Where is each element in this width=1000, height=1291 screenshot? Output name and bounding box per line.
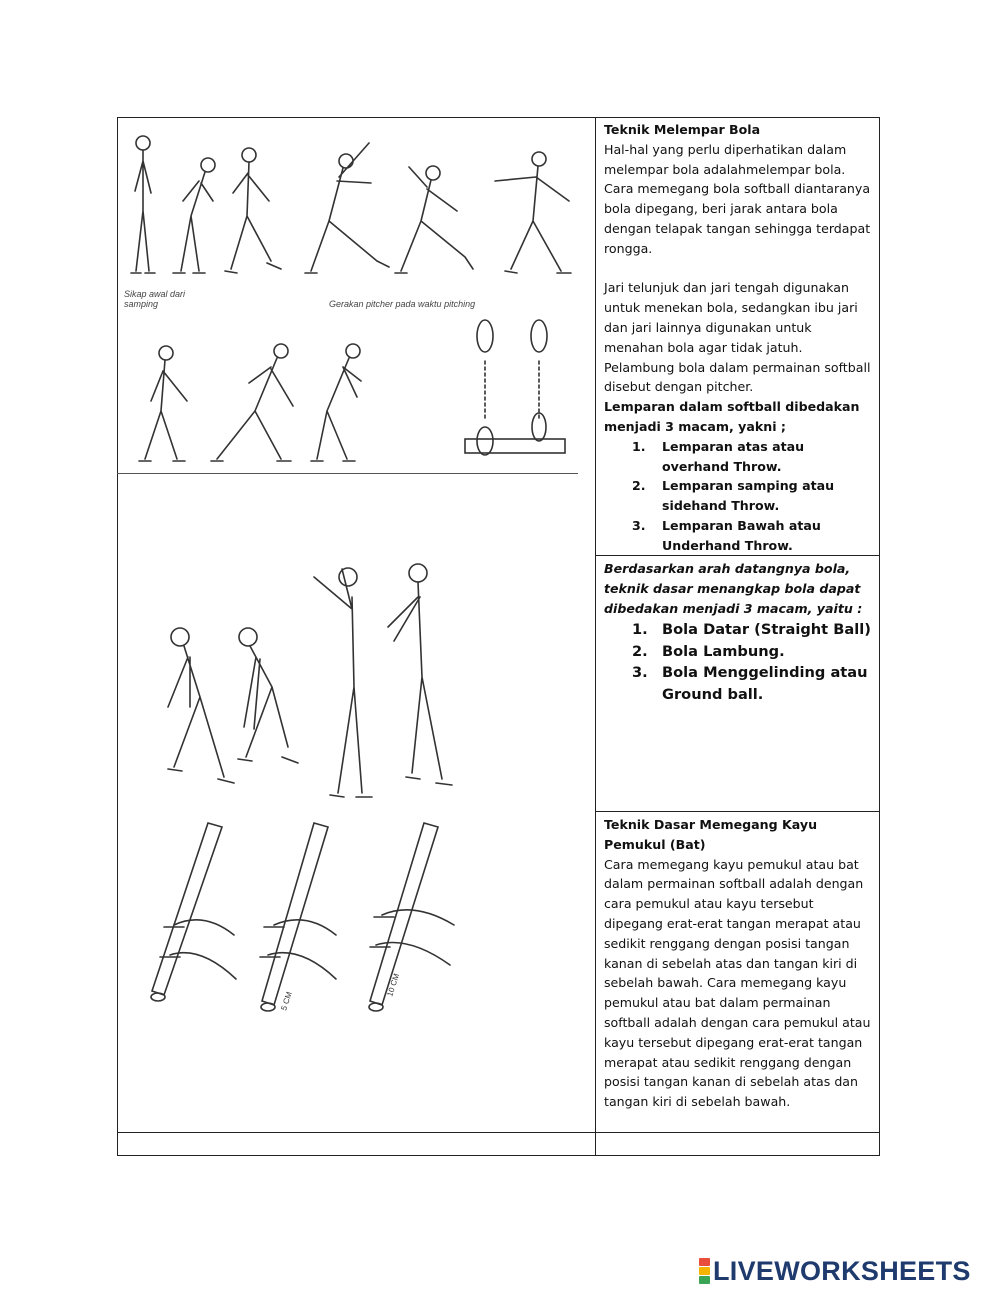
throw-types-intro: Lemparan dalam softball dibedakan menjadi 3 macam, yakni ; <box>604 399 860 434</box>
logo-block-green <box>699 1276 710 1284</box>
pitcher-figure-1 <box>131 136 155 273</box>
list-item: 1. Lemparan atas atau overhand Throw. <box>632 438 805 474</box>
bat-grip-illustration <box>124 815 476 1032</box>
pitcher-figure-2 <box>173 158 215 273</box>
row-divider-3 <box>117 1132 880 1133</box>
bat-label-10cm: 10 CM <box>385 972 402 998</box>
list-item: 3. Lemparan Bawah atau Underhand Throw. <box>632 517 821 553</box>
pitcher-figure-5 <box>395 166 473 273</box>
footprint-diagram <box>465 320 565 455</box>
bat-grip-3 <box>369 823 454 1011</box>
catching-illustration <box>128 557 484 809</box>
logo-block-yellow <box>699 1267 710 1275</box>
image-divider-1 <box>117 473 578 474</box>
list-item: 1. Bola Datar (Straight Ball) <box>632 621 871 639</box>
logo-block-red <box>699 1258 710 1266</box>
pitching-text-cell <box>596 117 880 555</box>
bat-grip-text-cell <box>596 812 880 1132</box>
catcher-figure-3 <box>314 568 372 797</box>
pitching-title: Teknik Melempar Bola <box>604 122 761 137</box>
catcher-figure-2 <box>238 628 298 763</box>
catcher-figure-1 <box>168 628 234 783</box>
bat-label-5cm: 5 CM <box>279 990 294 1012</box>
catching-text-cell <box>596 556 880 811</box>
throw-types-list <box>604 437 874 556</box>
caption-pitch-motion: Gerakan pitcher pada waktu pitching <box>329 299 476 309</box>
liveworksheets-logo[interactable] <box>699 1255 971 1287</box>
pitcher-figure-8 <box>211 344 293 461</box>
list-item: 3. Bola Menggelinding atau Ground ball. <box>632 664 868 703</box>
pitching-paragraph-2: Jari telunjuk dan jari tengah digunakan untuk menekan bola, sedangkan ibu jari dan jari lainnya digunakan untuk menahan bola agar tidak jatuh. Pelambung bola dalam permainan softball disebut dengan pitcher. <box>604 280 871 395</box>
pitching-paragraph-1: Hal-hal yang perlu diperhatikan dalam melempar bola adalahmelempar bola. Cara memegang bola softball diantaranya bola dipegang, beri jarak antara bola dengan telapak tangan sehingga terdapat rongga. <box>604 141 871 256</box>
pitching-illustration <box>121 121 581 471</box>
bat-grip-title: Teknik Dasar Memegang Kayu Pemukul (Bat) <box>604 817 818 852</box>
pitcher-figure-6 <box>495 152 571 273</box>
list-item: 2. Lemparan samping atau sidehand Throw. <box>632 478 835 514</box>
pitcher-figure-7 <box>139 346 187 461</box>
bat-grip-body: Cara memegang kayu pemukul atau bat dalam permainan softball adalah dengan cara pemukul atau kayu tersebut dipegang erat-erat tangan merapat atau sedikit renggang dengan posisi tangan kanan di sebelah atas dan tangan kiri di sebelah bawah. Cara memegang kayu pemukul atau bat dalam permainan softball adalah dengan cara pemukul atau kayu tersebut dipegang erat-erat tangan merapat atau sedikit renggang dengan posisi tangan kanan di sebelah atas dan tangan kiri di sebelah bawah. <box>604 856 871 1110</box>
catcher-figure-4 <box>388 564 452 785</box>
caption-side-start: Sikap awal dari samping <box>124 289 186 309</box>
logo-mark-icon <box>699 1258 710 1284</box>
brand-name: LIVEWORKSHEETS <box>713 1255 971 1286</box>
list-item: 2. Bola Lambung. <box>632 642 785 660</box>
pitcher-figure-9 <box>311 344 361 461</box>
pitcher-figure-3 <box>225 148 281 273</box>
ball-types-list <box>604 619 874 705</box>
bat-grip-2 <box>260 823 336 1011</box>
catching-intro: Berdasarkan arah datangnya bola, teknik dasar menangkap bola dapat dibedakan menjadi 3 macam, yaitu : <box>604 561 863 616</box>
bat-grip-1 <box>151 823 236 1001</box>
pitcher-figure-4 <box>305 143 389 273</box>
